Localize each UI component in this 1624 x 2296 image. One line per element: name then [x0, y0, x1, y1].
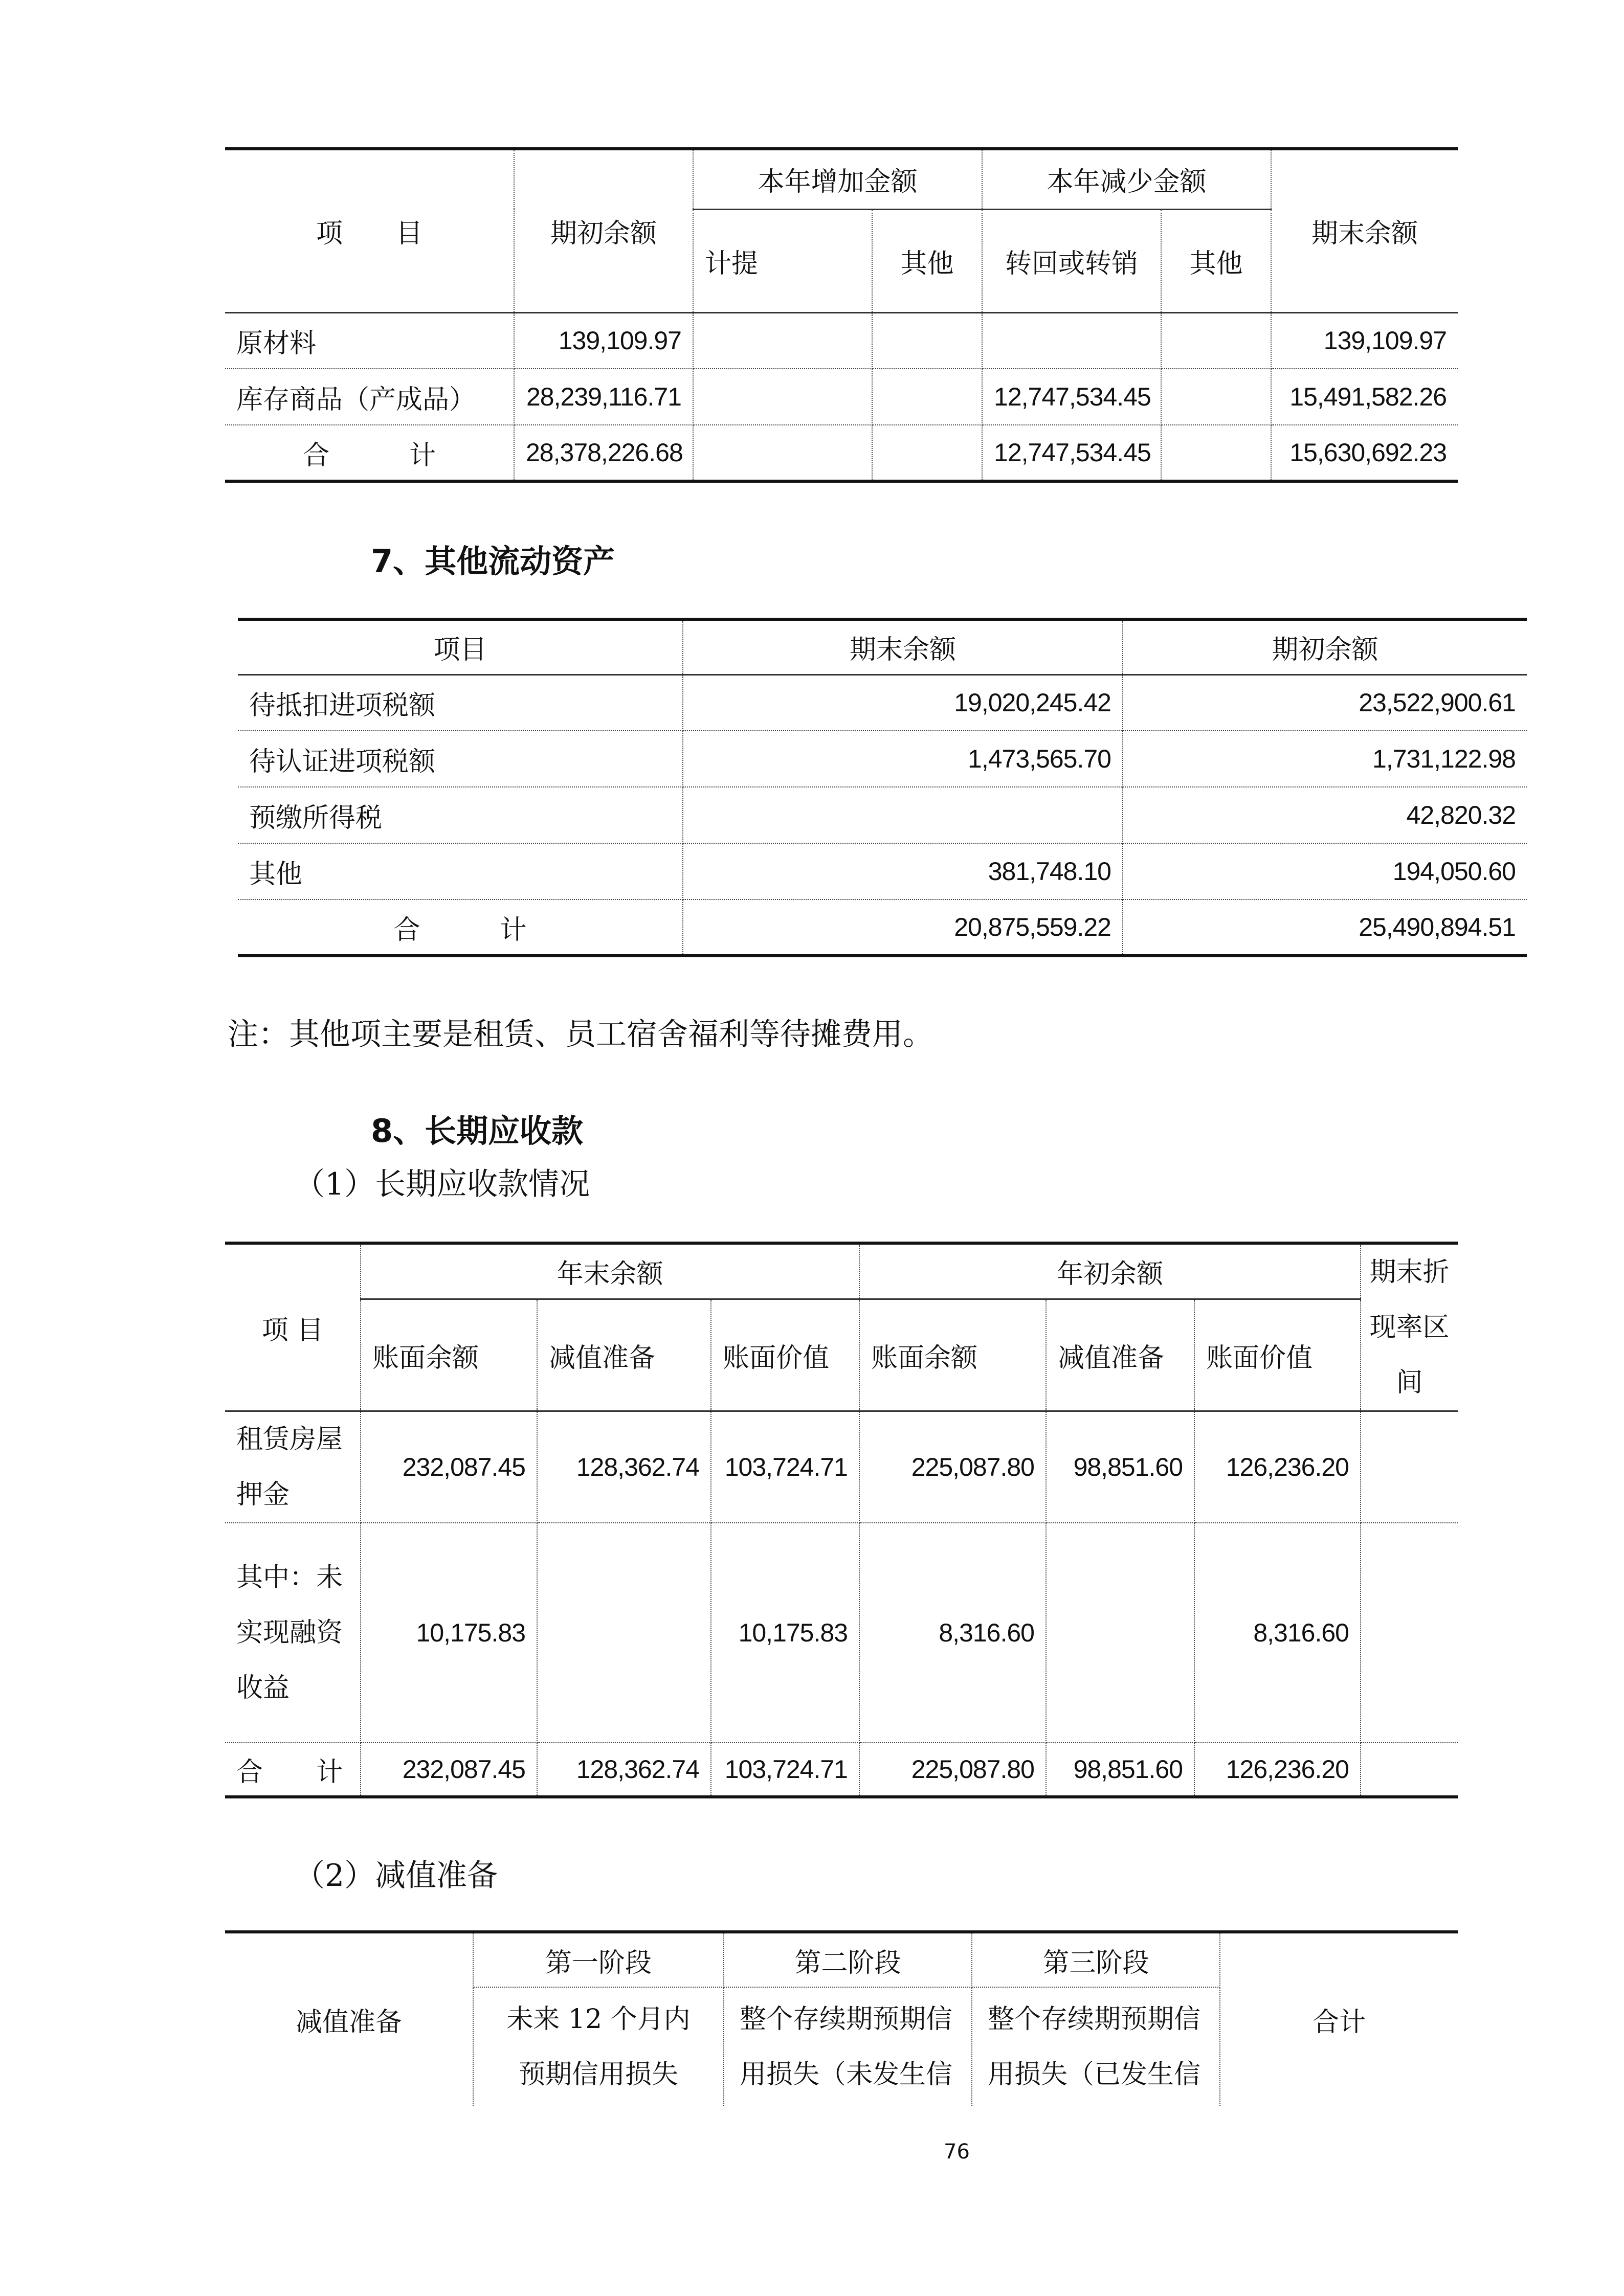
- row-end: [683, 787, 1123, 843]
- row-value: 98,851.60: [1046, 1743, 1194, 1797]
- row-item: 预缴所得税: [238, 787, 683, 843]
- row-end: 139,109.97: [1271, 312, 1458, 369]
- table-row: [225, 312, 1458, 369]
- row-value: 98,851.60: [1046, 1411, 1194, 1523]
- row-other-dec: [1161, 312, 1271, 369]
- row-item: 合 计: [225, 425, 514, 481]
- row-begin: 1,731,122.98: [1123, 731, 1527, 787]
- section-8-title: 8、长期应收款: [371, 1112, 584, 1150]
- row-end: 15,491,582.26: [1271, 369, 1458, 425]
- row-item: 待抵扣进项税额: [238, 674, 683, 731]
- header-stage-2: 第二阶段: [724, 1932, 972, 1987]
- row-rate: [1361, 1523, 1458, 1743]
- note-text: 注：其他项主要是租赁、员工宿舍福利等待摊费用。: [228, 1017, 933, 1052]
- table-row-total: [225, 425, 1458, 481]
- row-provision: [693, 425, 872, 481]
- header-stage-1: 第一阶段: [473, 1932, 724, 1987]
- long-term-receivables-table: [225, 1242, 1458, 1798]
- row-rate: [1361, 1411, 1458, 1523]
- row-other-inc: [872, 312, 982, 369]
- row-begin: 23,522,900.61: [1123, 674, 1527, 731]
- header-begin-balance: 期初余额: [514, 149, 693, 312]
- row-begin: 28,239,116.71: [514, 369, 693, 425]
- row-value: 8,316.60: [1194, 1523, 1361, 1743]
- row-item: 租赁房屋押金: [225, 1411, 361, 1523]
- table-row: [238, 843, 1527, 899]
- other-current-assets-table: [238, 618, 1527, 957]
- header-stage-3: 第三阶段: [972, 1932, 1220, 1987]
- header-book-value: 账面价值: [711, 1299, 859, 1411]
- row-value: 225,087.80: [859, 1743, 1046, 1797]
- row-begin: 139,109.97: [514, 312, 693, 369]
- row-other-dec: [1161, 425, 1271, 481]
- row-value: 126,236.20: [1194, 1411, 1361, 1523]
- table-row-total: [225, 1743, 1458, 1797]
- page-number: 76: [944, 2140, 970, 2164]
- row-item: 其中：未实现融资收益: [225, 1523, 361, 1743]
- row-item: 合 计: [238, 899, 683, 956]
- header-book-balance: 账面余额: [859, 1299, 1046, 1411]
- table-row: [225, 1523, 1458, 1743]
- row-end: 1,473,565.70: [683, 731, 1123, 787]
- header-total: 合计: [1220, 1932, 1458, 2106]
- header-other-decrease: 其他: [1161, 209, 1271, 312]
- row-value: 232,087.45: [361, 1743, 537, 1797]
- row-end: 381,748.10: [683, 843, 1123, 899]
- row-rate: [1361, 1743, 1458, 1797]
- header-provision: 计提: [693, 209, 872, 312]
- row-item: 合 计: [225, 1743, 361, 1797]
- row-item: 其他: [238, 843, 683, 899]
- header-reversal: 转回或转销: [982, 209, 1161, 312]
- section-7-title: 7、其他流动资产: [371, 543, 615, 580]
- header-decrease: 本年减少金额: [982, 149, 1271, 209]
- header-book-balance: 账面余额: [361, 1299, 537, 1411]
- header-impairment: 减值准备: [537, 1299, 711, 1411]
- row-value: [537, 1523, 711, 1743]
- header-other-increase: 其他: [872, 209, 982, 312]
- header-year-begin: 年初余额: [859, 1243, 1361, 1299]
- row-other-dec: [1161, 369, 1271, 425]
- header-item: 项目: [238, 619, 683, 674]
- table-row: [238, 787, 1527, 843]
- row-reversal: 12,747,534.45: [982, 369, 1161, 425]
- row-reversal: [982, 312, 1161, 369]
- row-other-inc: [872, 369, 982, 425]
- row-other-inc: [872, 425, 982, 481]
- row-end: 20,875,559.22: [683, 899, 1123, 956]
- impairment-provision-table: [225, 1930, 1458, 2106]
- row-item: 库存商品（产成品）: [225, 369, 514, 425]
- table-row: [238, 731, 1527, 787]
- row-item: 原材料: [225, 312, 514, 369]
- header-year-end: 年末余额: [361, 1243, 859, 1299]
- row-provision: [693, 369, 872, 425]
- row-value: 8,316.60: [859, 1523, 1046, 1743]
- header-begin-balance: 期初余额: [1123, 619, 1527, 674]
- row-value: 126,236.20: [1194, 1743, 1361, 1797]
- row-begin: 194,050.60: [1123, 843, 1527, 899]
- row-begin: 25,490,894.51: [1123, 899, 1527, 956]
- stage-1-desc: 未来 12 个月内预期信用损失: [473, 1987, 724, 2106]
- row-value: 232,087.45: [361, 1411, 537, 1523]
- header-book-value: 账面价值: [1194, 1299, 1361, 1411]
- row-value: [1046, 1523, 1194, 1743]
- header-impairment: 减值准备: [1046, 1299, 1194, 1411]
- row-value: 10,175.83: [711, 1523, 859, 1743]
- row-value: 103,724.71: [711, 1743, 859, 1797]
- row-reversal: 12,747,534.45: [982, 425, 1161, 481]
- table-row: [225, 1411, 1458, 1523]
- subsection-2-title: （2）减值准备: [294, 1858, 498, 1894]
- header-discount-rate: 期末折现率区间: [1361, 1243, 1458, 1411]
- row-value: 128,362.74: [537, 1411, 711, 1523]
- header-end-balance: 期末余额: [683, 619, 1123, 674]
- row-item: 待认证进项税额: [238, 731, 683, 787]
- table-row: [225, 369, 1458, 425]
- inventory-provision-table: [225, 147, 1458, 483]
- row-begin: 28,378,226.68: [514, 425, 693, 481]
- subsection-1-title: （1）长期应收款情况: [294, 1166, 590, 1202]
- row-provision: [693, 312, 872, 369]
- row-value: 128,362.74: [537, 1743, 711, 1797]
- row-value: 103,724.71: [711, 1411, 859, 1523]
- header-item: 项 目: [225, 1243, 361, 1411]
- stage-2-desc: 整个存续期预期信用损失（未发生信: [724, 1987, 972, 2106]
- header-end-balance: 期末余额: [1271, 149, 1458, 312]
- table-row-total: [238, 899, 1527, 956]
- header-impairment: 减值准备: [225, 1932, 473, 2106]
- stage-3-desc: 整个存续期预期信用损失（已发生信: [972, 1987, 1220, 2106]
- header-increase: 本年增加金额: [693, 149, 982, 209]
- table-row: [238, 674, 1527, 731]
- row-begin: 42,820.32: [1123, 787, 1527, 843]
- row-end: 19,020,245.42: [683, 674, 1123, 731]
- row-value: 225,087.80: [859, 1411, 1046, 1523]
- header-item: 项 目: [225, 149, 514, 312]
- row-value: 10,175.83: [361, 1523, 537, 1743]
- row-end: 15,630,692.23: [1271, 425, 1458, 481]
